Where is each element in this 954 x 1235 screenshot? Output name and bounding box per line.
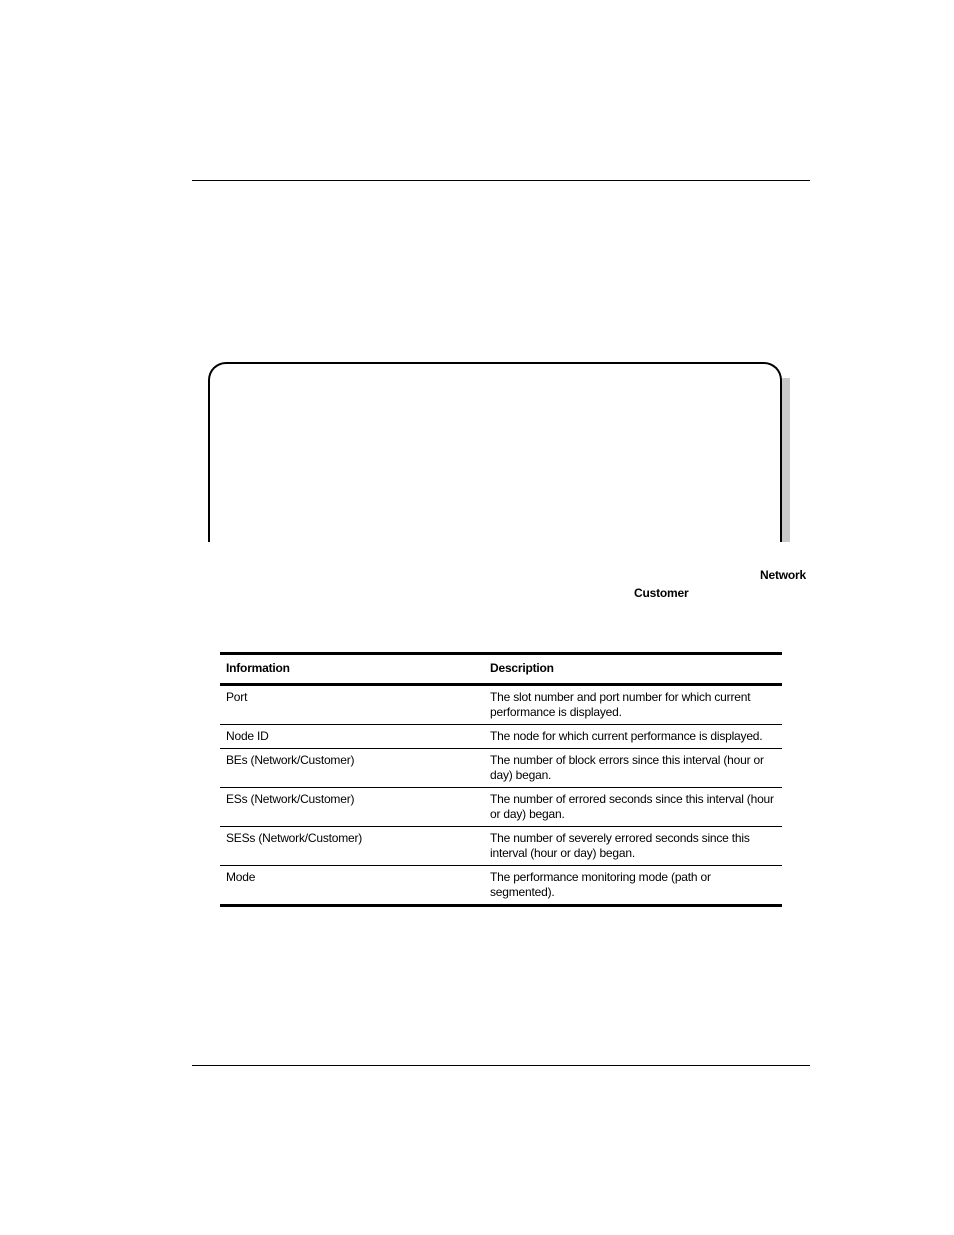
- cell-information: BEs (Network/Customer): [220, 749, 484, 788]
- screen-frame-shadow: [782, 378, 790, 542]
- cell-description: The performance monitoring mode (path or segmented).: [484, 866, 782, 906]
- header-rule: [192, 180, 810, 181]
- performance-info-table: [220, 652, 782, 907]
- table-row: [220, 827, 782, 866]
- cell-description: The node for which current performance is displayed.: [484, 725, 782, 749]
- cell-description: The number of severely errored seconds since this interval (hour or day) began.: [484, 827, 782, 866]
- cell-information: Mode: [220, 866, 484, 906]
- table-row: [220, 725, 782, 749]
- column-header-description: Description: [484, 654, 782, 685]
- cell-information: Port: [220, 685, 484, 725]
- table-header-row: [220, 654, 782, 685]
- network-keyword: Network: [760, 568, 806, 582]
- footer-rule: [192, 1065, 810, 1066]
- cell-information: ESs (Network/Customer): [220, 788, 484, 827]
- cell-description: The number of errored seconds since this interval (hour or day) began.: [484, 788, 782, 827]
- cell-description: The number of block errors since this interval (hour or day) began.: [484, 749, 782, 788]
- cell-description: The slot number and port number for which current performance is displayed.: [484, 685, 782, 725]
- table-row: [220, 866, 782, 906]
- customer-keyword: Customer: [634, 586, 689, 600]
- screen-capture-frame: [208, 362, 782, 542]
- table-row: [220, 788, 782, 827]
- cell-information: SESs (Network/Customer): [220, 827, 484, 866]
- table-row: [220, 685, 782, 725]
- cell-information: Node ID: [220, 725, 484, 749]
- column-header-information: Information: [220, 654, 484, 685]
- table-row: [220, 749, 782, 788]
